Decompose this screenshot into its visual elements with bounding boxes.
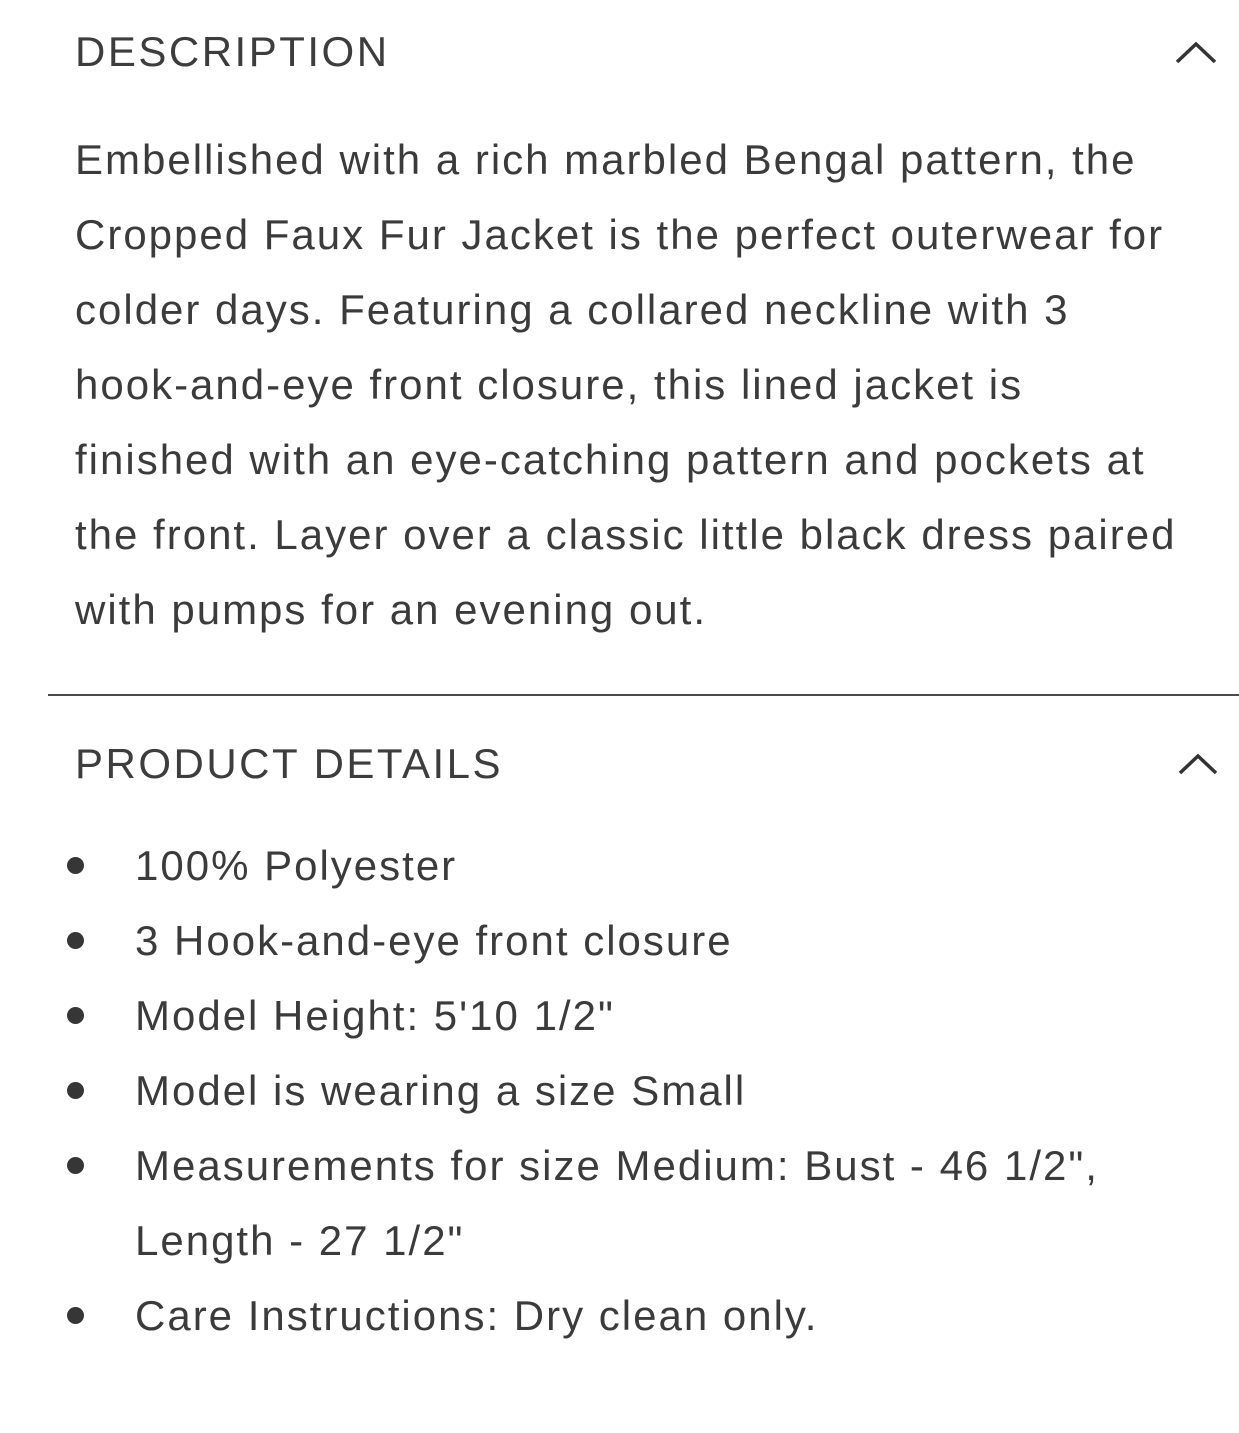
list-item	[0, 978, 1191, 1053]
list-item-text: 100% Polyester	[135, 842, 458, 889]
bullet-icon	[67, 1007, 84, 1024]
product-details-section-title: PRODUCT DETAILS	[75, 740, 504, 787]
list-item-text: 3 Hook-and-eye front closure	[135, 917, 733, 964]
chevron-up-icon	[1173, 38, 1219, 66]
list-item	[0, 903, 1191, 978]
list-item	[0, 1053, 1191, 1128]
product-details-list	[0, 828, 1191, 1353]
product-details-section	[0, 742, 1239, 1353]
bullet-icon	[67, 1307, 84, 1324]
list-item	[0, 1128, 1191, 1278]
bullet-icon	[67, 932, 84, 949]
description-accordion-header[interactable]	[75, 0, 1219, 74]
description-collapse-button[interactable]	[1173, 38, 1219, 66]
list-item-text: Model Height: 5'10 1/2"	[135, 992, 615, 1039]
bullet-icon	[67, 1082, 84, 1099]
list-item-text: Measurements for size Medium: Bust - 46 1/2", Length - 27 1/2"	[135, 1142, 1099, 1264]
list-item-text: Model is wearing a size Small	[135, 1067, 747, 1114]
description-text: Embellished with a rich marbled Bengal pattern, the Cropped Faux Fur Jacket is the perfect outerwear for colder days. Featuring a collared neckline with 3 hook-and-eye front closure, this lined jacket is finished with an eye-catching pattern and pockets at the front. Layer over a classic little black dress paired with pumps for an evening out.	[75, 136, 1177, 633]
chevron-up-icon	[1177, 751, 1219, 777]
list-item	[0, 1278, 1191, 1353]
bullet-icon	[67, 1157, 84, 1174]
bullet-icon	[67, 857, 84, 874]
section-divider	[48, 694, 1239, 696]
product-details-accordion-header[interactable]	[75, 742, 1219, 786]
description-section	[0, 0, 1239, 647]
list-item	[0, 828, 1191, 903]
description-section-title: DESCRIPTION	[75, 28, 390, 75]
product-details-collapse-button[interactable]	[1177, 751, 1219, 777]
list-item-text: Care Instructions: Dry clean only.	[135, 1292, 819, 1339]
